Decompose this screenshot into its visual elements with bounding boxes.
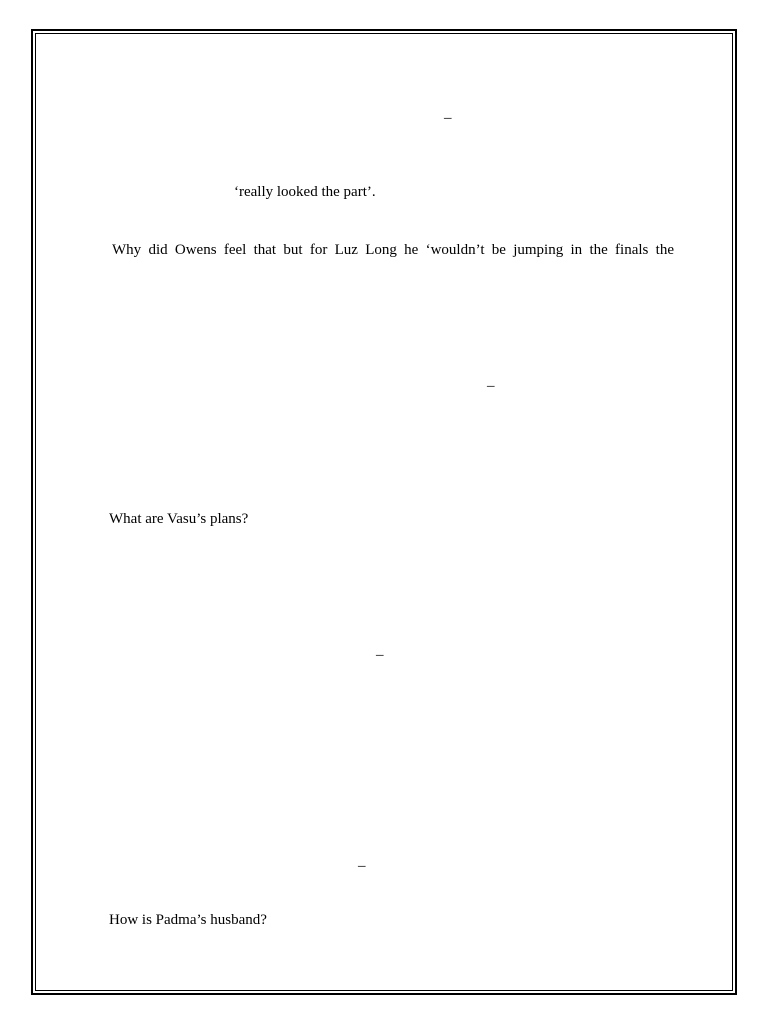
dash-mark-2: – [487, 378, 495, 394]
dash-mark-4: – [358, 858, 366, 874]
question-owens: Why did Owens feel that but for Luz Long he ‘wouldn’t be jumping in the finals the [112, 242, 674, 258]
question-vasu: What are Vasu’s plans? [109, 511, 249, 527]
dash-mark-1: – [444, 110, 452, 126]
question-padma: How is Padma’s husband? [109, 912, 267, 928]
quote-fragment: ‘really looked the part’. [234, 184, 376, 200]
dash-mark-3: – [376, 647, 384, 663]
